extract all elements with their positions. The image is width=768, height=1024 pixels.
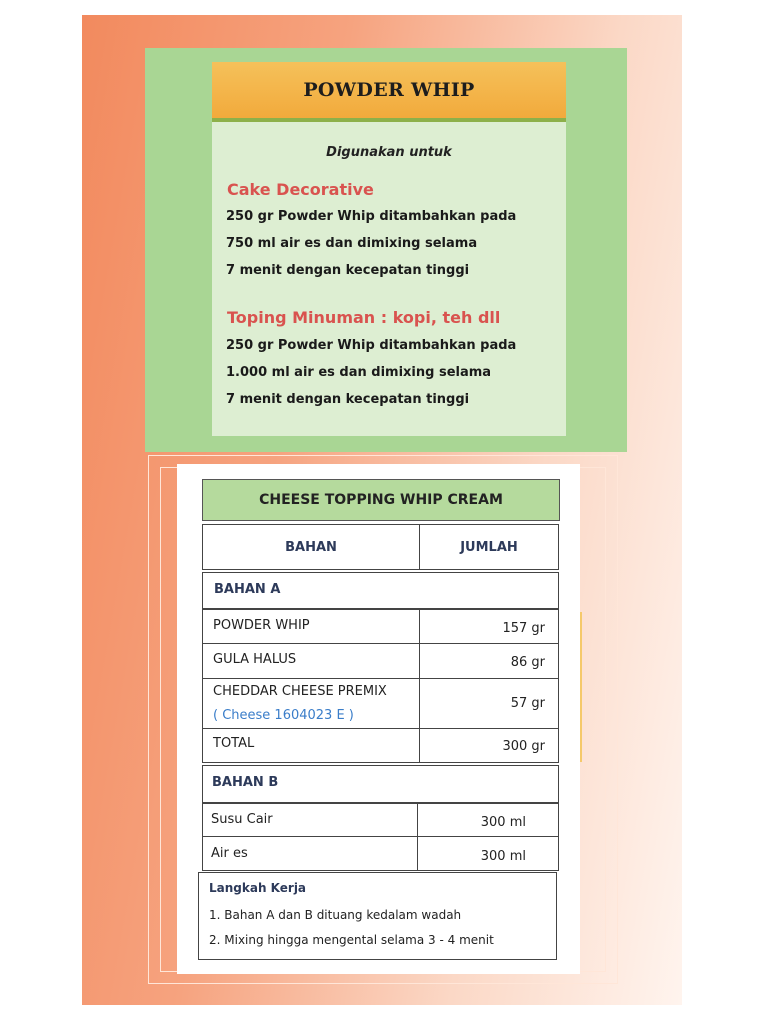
powder-whip-title: POWDER WHIP [212,62,566,118]
title-underline [212,118,566,122]
item-name: CHEDDAR CHEESE PREMIX [213,684,387,699]
toping-line-3: 7 menit dengan kecepatan tinggi [226,392,470,407]
item-amount: 57 gr [510,696,545,711]
usage-subtitle: Digunakan untuk [326,145,452,160]
recipe-title: CHEESE TOPPING WHIP CREAM [202,479,560,521]
item-amount: 86 gr [510,655,545,670]
cake-line-1: 250 gr Powder Whip ditambahkan pada [226,209,517,224]
accent-line [580,612,582,762]
item-amount: 157 gr [502,621,545,636]
item-amount: 300 ml [480,849,526,864]
item-name: GULA HALUS [213,652,297,667]
toping-line-1: 250 gr Powder Whip ditambahkan pada [226,338,517,353]
item-note: ( Cheese 1604023 E ) [213,708,354,723]
step-item: 2. Mixing hingga mengental selama 3 - 4 menit [209,933,494,947]
group-label-b: BAHAN B [212,775,279,790]
steps-heading: Langkah Kerja [209,881,307,895]
header-jumlah: JUMLAH [460,540,518,555]
total-label: TOTAL [213,736,255,751]
step-item: 1. Bahan A dan B dituang kedalam wadah [209,908,462,922]
total-amount: 300 gr [502,739,545,754]
cake-line-2: 750 ml air es dan dimixing selama [226,236,478,251]
toping-line-2: 1.000 ml air es dan dimixing selama [226,365,492,380]
item-name: Air es [211,846,248,861]
header-bahan: BAHAN [285,540,337,555]
section-heading-cake: Cake Decorative [227,180,374,199]
group-label-a: BAHAN A [214,582,281,597]
cake-line-3: 7 menit dengan kecepatan tinggi [226,263,470,278]
item-amount: 300 ml [480,815,526,830]
item-name: POWDER WHIP [213,618,310,633]
item-name: Susu Cair [211,812,273,827]
section-heading-toping: Toping Minuman : kopi, teh dll [227,308,501,327]
